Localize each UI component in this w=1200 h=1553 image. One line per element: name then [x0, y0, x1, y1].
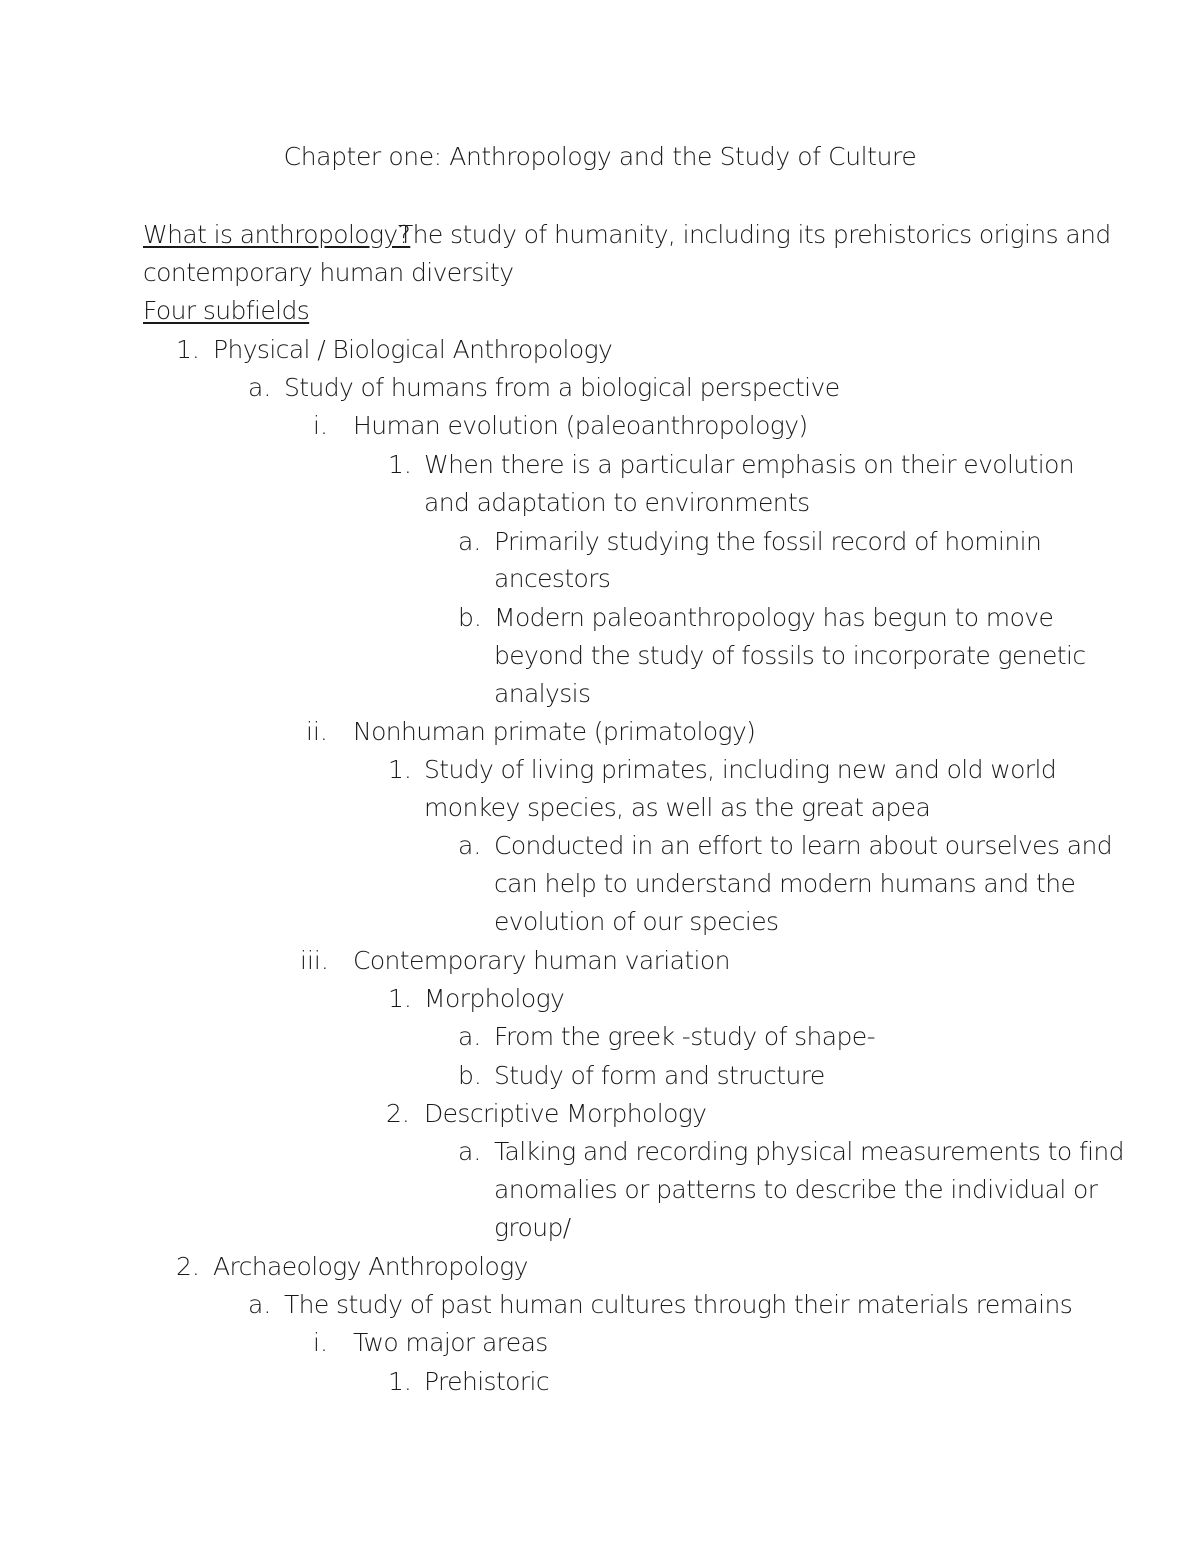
list-item-continuation: anomalies or patterns to describe the individual or	[494, 1175, 1098, 1204]
list-item: From the greek -study of shape-	[494, 1022, 875, 1051]
list-marker: iii.	[300, 946, 329, 975]
list-item: Modern paleoanthropology has begun to move	[494, 603, 1054, 632]
section-heading-subfields: Four subfields	[143, 296, 310, 325]
list-item: Contemporary human variation	[353, 946, 730, 975]
list-marker: a.	[248, 1290, 272, 1319]
list-item: Human evolution (paleoanthropology)	[353, 411, 808, 440]
list-marker: 1.	[388, 450, 412, 479]
list-item: Primarily studying the fossil record of hominin	[494, 527, 1042, 556]
list-item-continuation: can help to understand modern humans and the	[494, 869, 1076, 898]
list-marker: a.	[458, 527, 482, 556]
list-item: Conducted in an effort to learn about ourselves and	[494, 831, 1112, 860]
list-marker: 1.	[388, 984, 412, 1013]
list-item: Archaeology Anthropology	[213, 1252, 528, 1281]
list-marker: 1.	[176, 335, 200, 364]
list-item: Morphology	[424, 984, 565, 1013]
list-item: Prehistoric	[424, 1367, 550, 1396]
list-item: Two major areas	[353, 1328, 548, 1357]
list-item-continuation: monkey species, as well as the great apea	[424, 793, 931, 822]
list-item: Physical / Biological Anthropology	[213, 335, 613, 364]
list-marker: a.	[458, 1022, 482, 1051]
list-marker: i.	[313, 1328, 328, 1357]
intro-answer-line-1: The study of humanity, including its prehistorics origins and	[398, 220, 1111, 249]
intro-answer-line-2: contemporary human diversity	[143, 258, 514, 287]
list-item-continuation: and adaptation to environments	[424, 488, 810, 517]
list-marker: b.	[458, 1061, 482, 1090]
list-item-continuation: evolution of our species	[494, 907, 779, 936]
list-item: Nonhuman primate (primatology)	[353, 717, 756, 746]
list-item-continuation: beyond the study of fossils to incorporate genetic	[494, 641, 1086, 670]
list-marker: 2.	[176, 1252, 200, 1281]
list-marker: a.	[248, 373, 272, 402]
list-marker: ii.	[306, 717, 328, 746]
list-item-continuation: analysis	[494, 679, 591, 708]
list-marker: 1.	[388, 1367, 412, 1396]
list-item: Descriptive Morphology	[424, 1099, 707, 1128]
list-marker: b.	[458, 603, 482, 632]
list-marker: a.	[458, 831, 482, 860]
list-marker: a.	[458, 1137, 482, 1166]
list-marker: 2.	[386, 1099, 410, 1128]
list-item: When there is a particular emphasis on their evolution	[424, 450, 1075, 479]
list-item: The study of past human cultures through their materials remains	[284, 1290, 1073, 1319]
list-item-continuation: ancestors	[494, 564, 611, 593]
list-item: Study of form and structure	[494, 1061, 825, 1090]
intro-question: What is anthropology?	[143, 220, 411, 249]
list-marker: 1.	[388, 755, 412, 784]
list-item: Study of living primates, including new and old world	[424, 755, 1057, 784]
list-item: Study of humans from a biological perspective	[284, 373, 840, 402]
list-item: Talking and recording physical measurements to find	[494, 1137, 1124, 1166]
list-item-continuation: group/	[494, 1213, 571, 1242]
list-marker: i.	[313, 411, 328, 440]
page-title: Chapter one: Anthropology and the Study of Culture	[283, 142, 917, 171]
